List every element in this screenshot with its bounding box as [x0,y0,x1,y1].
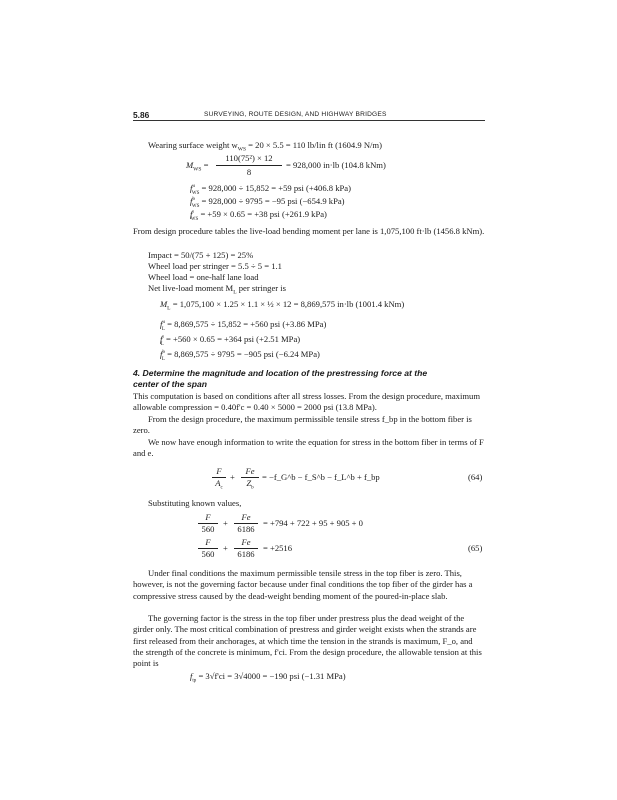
eq65-den-1: 560 [201,549,215,559]
fl-line-2: $f^t_L = +560 \times 0.65 = +364$ psi (+2.51 MPa) [160,333,301,347]
eqa-plus: + [223,518,228,528]
mws-label: $M_{WS}$ = [186,160,209,173]
paragraph-bottom-fiber: From the design procedure, the maximum permissible tensile stress f_bp in the bottom fiber is zero. [133,414,472,436]
eqa-den-2: 6186 [237,524,255,534]
stress-line-1: $f^u_{WS} = 928,000 \div 15,852 = +59$ psi (+406.8 kPa) [190,182,351,196]
stress-line-3: $f^t_{WS} = +59 \times 0.65 = +38$ psi (+261.9 kPa) [190,208,327,222]
fl-line-3: $f^b_L = 8,869,575 \div 9795 = -905$ psi (−6.24 MPa) [160,348,320,362]
mws-numerator: 110(75²) × 12 [225,153,273,163]
wheel-load-lane-line: Wheel load = one-half lane load [148,272,259,282]
mws-fraction-bar [216,165,282,166]
eq64-tag: (64) [468,472,483,482]
substituting-line: Substituting known values, [148,498,242,508]
eq64-z-den: $Z_b$ [246,478,254,491]
paragraph-equation-intro: We now have enough information to write the equation for stress in the bottom fiber in terms of F and e. [133,437,484,459]
stress-line-2: $f^b_{WS} = 928,000 \div 9795 = -95$ psi (−654.9 kPa) [190,195,345,209]
header-rule [133,120,485,121]
ml-line: $M_L = 1,075,100 \times 1.25 \times 1.1$ × ½ × 12 = 8,869,575 in·lb (1001.4 kNm) [160,299,405,312]
fl-line-1: $f^u_L = 8,869,575 \div 15,852 = +560$ psi (+3.86 MPa) [160,318,327,332]
eq65-rhs: = +2516 [263,543,293,553]
paragraph-final-conditions: Under final conditions the maximum permissible tensile stress in the top fiber is zero. This, however, is not the governing factor because under final conditions the top fiber of the girder has a compressive stress caused by the dead-weight bending moment of the poured-in-place slab. [133,568,473,601]
mws-result: = 928,000 in·lb (104.8 kNm) [286,160,386,170]
section-heading: 4. Determine the magnitude and location of the prestressing force at the center of the span [133,368,428,389]
eq64-plus: + [230,472,235,482]
eq64-fe-num: Fe [245,466,255,476]
running-title: SURVEYING, ROUTE DESIGN, AND HIGHWAY BRIDGES [204,111,387,118]
mws-denominator: 8 [246,167,252,177]
eqa-f-num: F [205,512,211,522]
final-equation: $f_{tp} = 3√f'ci = 3√4000 = -190$ psi (−1.31 MPa) [190,671,346,684]
impact-line: Impact = 50/(75 + 125) = 25% [148,250,254,260]
eq65-fe-num: Fe [241,537,251,547]
paragraph-governing-factor: The governing factor is the stress in the top fiber under prestress plus the dead weight of the girder only. The most critical combination of prestress and girder weight exists when the strands are first released from their anchorages, at which time the tension in the strands is maximum, F_o, and the strength of the concrete is minimum, f'ci. From the design procedure, the allowable tension at this point is [133,613,482,669]
paragraph-live-load: From design procedure tables the live-load bending moment per lane is 1,075,100 ft·lb (1456.8 kNm). [133,226,485,236]
eq65-tag: (65) [468,543,483,553]
wheel-load-stringer-line: Wheel load per stringer = 5.5 ÷ 5 = 1.1 [148,261,282,271]
eq65-f-num: F [205,537,211,547]
eq65-den-2: 6186 [237,549,255,559]
eqa-rhs: = +794 + 722 + 95 + 905 + 0 [263,518,363,528]
wearing-line: Wearing surface weight $w_{WS} = 20 \times 5.5 = 110$ lb/lin ft (1604.9 N/m) [148,140,382,153]
eqa-den-1: 560 [201,524,215,534]
eqa-fe-num: Fe [241,512,251,522]
eq64-rhs: = −f_G^b − f_S^b − f_L^b + f_bp [262,472,380,482]
eq64-a-den: $A_c$ [215,478,223,491]
eq65-plus: + [223,543,228,553]
eq64-f-num: F [216,466,222,476]
net-live-load-line: Net live-load moment $M_L$ per stringer is [148,283,286,296]
page-number: 5.86 [133,110,150,120]
paragraph-stress-losses: This computation is based on conditions after all stress losses. From the design procedure, maximum allowable compression = 0.40f'c = 0.40 × 5000 = 2000 psi (13.8 MPa). [133,391,481,413]
